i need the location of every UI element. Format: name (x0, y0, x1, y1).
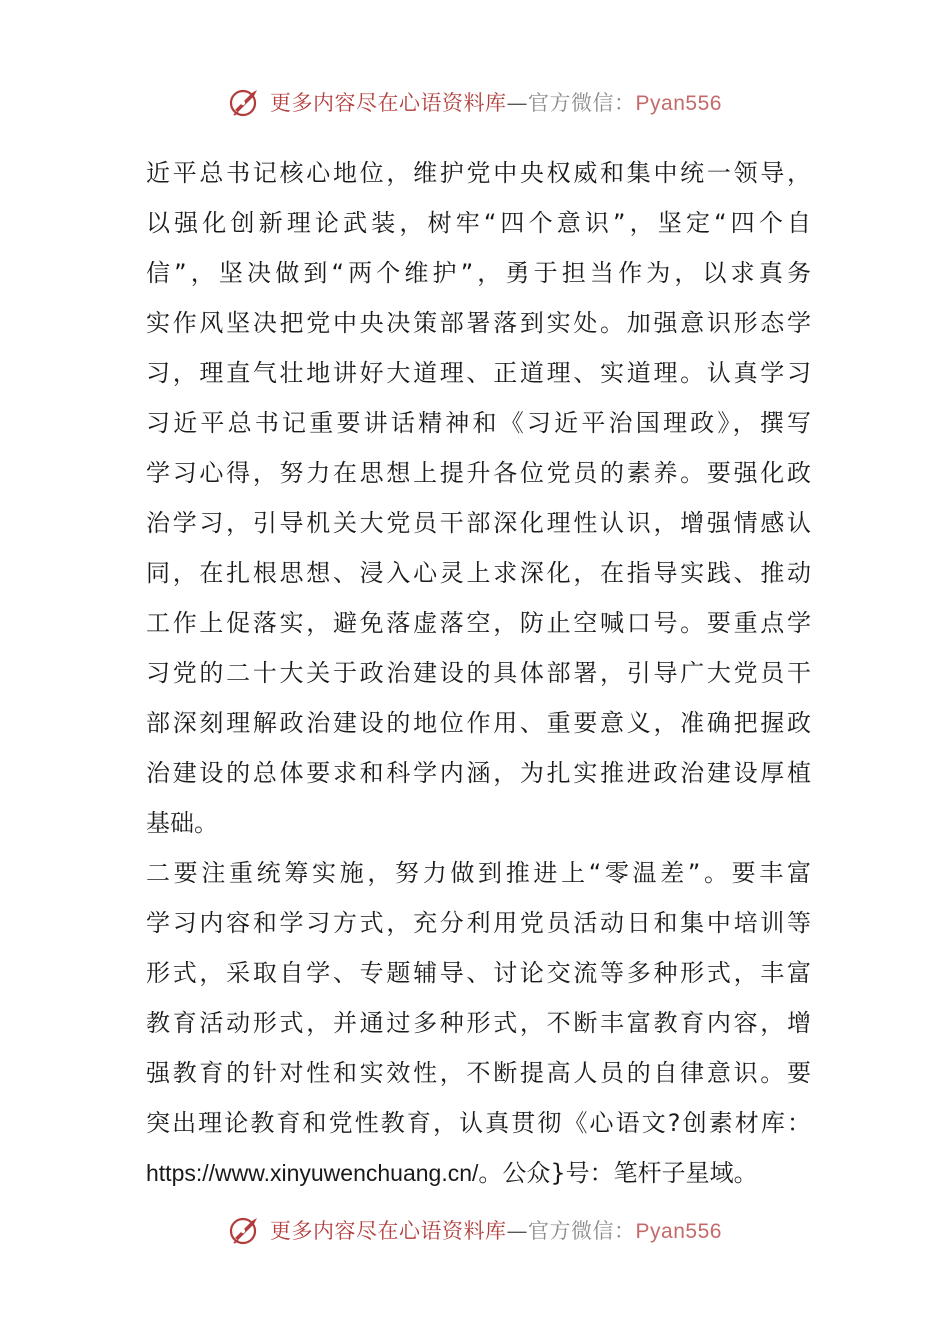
text-line-rest: 。公众}号：笔杆子星域。 (478, 1159, 758, 1187)
banner-wechat-id: Pyan556 (635, 1220, 722, 1243)
text-line: 习党的二十大关于政治建设的具体部署，引导广大党员干 (146, 659, 811, 687)
banner-wechat-id: Pyan556 (635, 92, 722, 115)
banner-separator: — (506, 1219, 529, 1243)
banner-separator: — (506, 91, 529, 115)
banner-text (270, 87, 722, 117)
text-line: 二要注重统筹实施，努力做到推进上“零温差”。要丰富 (146, 859, 811, 887)
banner-main-text: 更多内容尽在心语资料库 (270, 1219, 507, 1243)
text-line: 信”，坚决做到“两个维护”，勇于担当作为，以求真务 (146, 259, 811, 287)
banner-label: 官方微信： (528, 1219, 636, 1243)
text-line: 学习内容和学习方式，充分利用党员活动日和集中培训等 (146, 909, 811, 937)
text-line: 学习心得，努力在思想上提升各位党员的素养。要强化政 (146, 459, 811, 487)
text-line: 基础。 (146, 809, 218, 837)
banner-label: 官方微信： (528, 91, 636, 115)
header-banner (0, 82, 950, 122)
text-line-last (146, 1148, 811, 1198)
text-line: 同，在扎根思想、浸入心灵上求深化，在指导实践、推动 (146, 559, 811, 587)
footer-banner (0, 1210, 950, 1250)
text-line: 以强化创新理论武装，树牢“四个意识”，坚定“四个自 (146, 209, 811, 237)
text-line: 近平总书记核心地位，维护党中央权威和集中统一领导， (146, 159, 811, 187)
text-line: 治建设的总体要求和科学内涵，为扎实推进政治建设厚植 (146, 759, 811, 787)
text-line: 强教育的针对性和实效性，不断提高人员的自律意识。要 (146, 1059, 811, 1087)
text-line: 习近平总书记重要讲话精神和《习近平治国理政》，撰写 (146, 409, 811, 437)
text-line: 部深刻理解政治建设的地位作用、重要意义，准确把握政 (146, 709, 811, 737)
text-line: 形式，采取自学、专题辅导、讨论交流等多种形式，丰富 (146, 959, 811, 987)
text-line: 工作上促落实，避免落虚落空，防止空喊口号。要重点学 (146, 609, 811, 637)
text-line: 突出理论教育和党性教育，认真贯彻《心语文?创素材库： (146, 1109, 811, 1137)
banner-main-text: 更多内容尽在心语资料库 (270, 91, 507, 115)
banner-text (270, 1215, 722, 1245)
text-line: 治学习，引导机关大党员干部深化理性认识，增强情感认 (146, 509, 811, 537)
text-line: 实作风坚决把党中央决策部署落到实处。加强意识形态学 (146, 309, 811, 337)
pen-logo-icon (228, 1212, 264, 1248)
pen-logo-icon (228, 84, 264, 120)
text-line: 习，理直气壮地讲好大道理、正道理、实道理。认真学习 (146, 359, 811, 387)
text-line: 教育活动形式，并通过多种形式，不断丰富教育内容，增 (146, 1009, 811, 1037)
website-link[interactable]: https://www.xinyuwenchuang.cn/ (146, 1160, 479, 1186)
document-body (146, 148, 811, 1198)
